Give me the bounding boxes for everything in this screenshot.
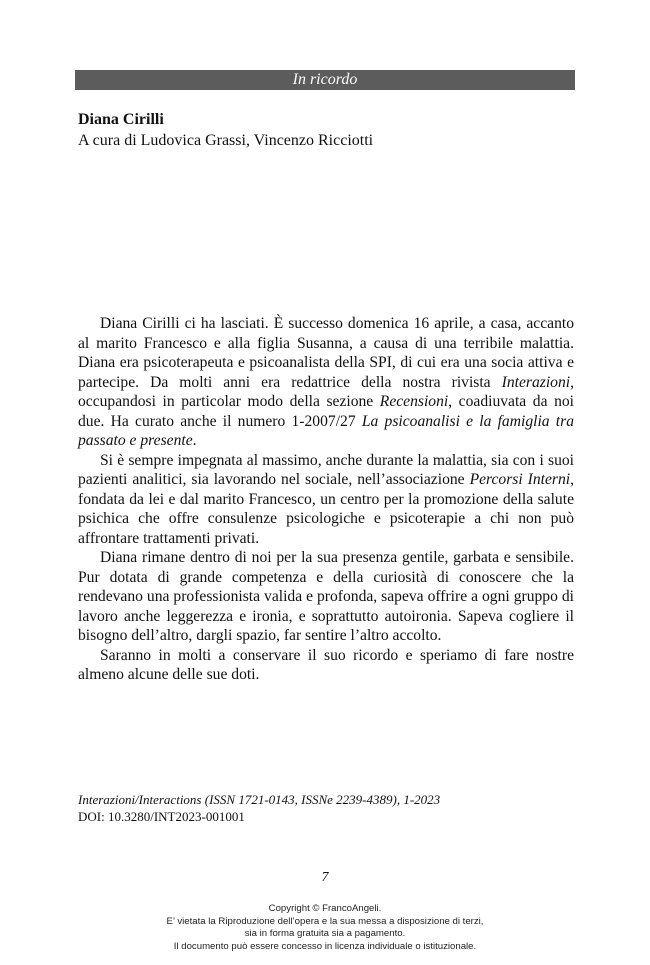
body-paragraph	[78, 314, 574, 451]
paragraph-text: Si è sempre impegnata al massimo, anche durante la malattia, sia con i suoi pazienti analitici, sia lavorando nel sociale, nell’associazione	[78, 451, 574, 488]
paragraph-text: .	[192, 432, 197, 449]
footer-line: sia in forma gratuita sia a pagamento.	[244, 928, 406, 939]
paragraph-text: , fondata da lei e dal marito Francesco, un centro per la promozione della salute psichica che offre consulenze psicologiche e psicoterapie a chi non può affrontare trattamenti privati.	[78, 471, 575, 547]
paragraph-text: , coadiuvata da noi due. Ha curato anche il numero 1-2007/27	[78, 393, 574, 430]
section-banner: In ricordo	[75, 70, 575, 90]
article-body	[78, 314, 574, 685]
footer-line: Copyright © FrancoAngeli.	[268, 903, 382, 914]
italic-text: Interazioni	[501, 373, 571, 391]
italic-text: La psicoanalisi e la famiglia tra passato e presente	[78, 412, 574, 449]
paragraph-text: Saranno in molti a conservare il suo ricordo e speriamo di fare nostre almeno alcune delle sue doti.	[78, 646, 574, 683]
copyright-footer	[0, 903, 650, 953]
journal-reference: Interazioni/Interactions (ISSN 1721-0143, ISSNe 2239-4389), 1-2023	[78, 792, 441, 807]
page-number: 7	[321, 870, 329, 885]
paragraph-text: Diana rimane dentro di noi per la sua presenza gentile, garbata e sensibile. Pur dotata di grande competenza e della curiosità di conoscere che la rendevano una professionista valida e profonda, sapeva offrire a ogni gruppo di lavoro anche leggerezza e ironia, e soprattutto autoironia. Sapeva cogliere il bisogno dell’altro, dargli spazio, far sentire l’altro accolto.	[78, 549, 574, 644]
article-title: Diana Cirilli	[78, 111, 164, 128]
paragraph-text: Diana Cirilli ci ha lasciati. È successo domenica 16 aprile, a casa, accanto al marito Francesco e alla figlia Susanna, a causa di una terribile malattia. Diana era psicoterapeuta e psicoanalista della SPI, di cui era una socia attiva e partecipe. Da molti anni era redattrice della nostra rivista	[78, 315, 574, 391]
italic-text: Recensioni	[379, 393, 449, 410]
body-paragraph	[78, 646, 574, 685]
footer-line: E’ vietata la Riproduzione dell’opera e la sua messa a disposizione di terzi,	[166, 915, 484, 927]
body-paragraph	[78, 451, 574, 549]
doi: DOI: 10.3280/INT2023-001001	[78, 809, 245, 824]
italic-text: Percorsi Interni	[469, 471, 571, 488]
footer-line: Il documento può essere concesso in licenza individuale o istituzionale.	[173, 940, 477, 952]
article-editors: A cura di Ludovica Grassi, Vincenzo Ricciotti	[78, 132, 374, 149]
paragraph-text: , occupandosi in particolar modo della sezione	[78, 373, 574, 410]
body-paragraph	[78, 548, 574, 646]
